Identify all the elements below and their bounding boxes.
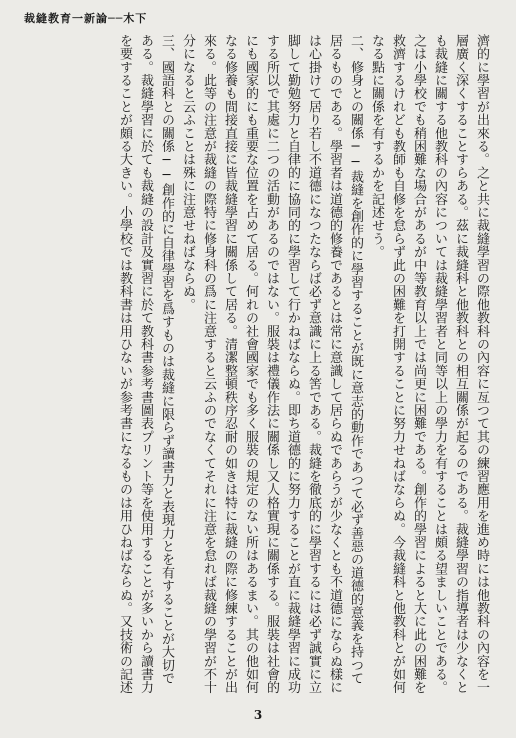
page-body-text (28, 34, 492, 696)
paragraph-2-moral-education: 二、修身との關係──裁縫を創作的に學習することが既に意志的動作であつて必ず善惡の道德的意義を持つて居るものである。學習者は道德的修養であるとは常に意識して居らぬであらうが少なくとも不道德にならぬ樣には心掛けて居り若し不道德になつたならば必ず意識に上る筈である。裁縫を徹底的に學習するには必ず誠實に立脚して勤勉努力と自律的に協同的に學習して行かねばならぬ。即ち道德的に努力することが直に裁縫學習に成功する所以で其處に二つの活動があるのではない。服裝は禮儀作法に關係し又人格實現に關係する。服裝は社會的にも國家的にも重要な位置を占めて居る。何れの社會國家でも多く服裝の規定のない所はあるまい。其の他如何なる修養も間接直接に皆裁縫學習に關係して居る。清潔整頓秩序忍耐の如きは特に裁縫の際に修練することが出來る。此等の注意が裁縫の際特に修身科の爲に注意すると云ふのでなくてそれに注意を怠れば裁縫の學習が不十分になると云ふことは殊に注意せねばならぬ。 (180, 34, 363, 694)
paragraph-3-japanese-language: 三、國語科との關係──創作的に自律學習を爲すものは裁縫に限らず讀書力と表現力とを有することが大切である。裁縫學習に於ても裁縫の設計及實習に於て教科書参考書圖表プリント等を使用することが多いから讀書力を要することが頗る大きい。小學校では教科書は用ひないが参考書になるものは用ひねばならぬ。又技術の記述 (117, 34, 174, 694)
paragraph-1: 濟的に學習が出來る。之と共に裁縫學習の際他教科の內容に亙つて其の練習應用を進め時には他教科の內容を一層廣く深くすることすらある。茲に裁縫科と他教科との相互關係が起るのである。裁縫學習の指導者は少なくとも裁縫に關する他教科の內容については裁縫學習者と同等以上の學力を有することは頗る望ましいことである。之は小學校でも稍困難な場合があるが中等教育以上では尚更に困難である。創作的學習によると大に此の困難を救濟するけれども教師も自修を怠らず此の困難を打開することに努力せねばならぬ。今裁縫科と他教科とが如何なる點に關係を有するかを記述せう。 (369, 34, 489, 694)
page-number: 3 (253, 708, 263, 722)
running-header: 裁縫教育一新論──木下 (24, 12, 148, 25)
